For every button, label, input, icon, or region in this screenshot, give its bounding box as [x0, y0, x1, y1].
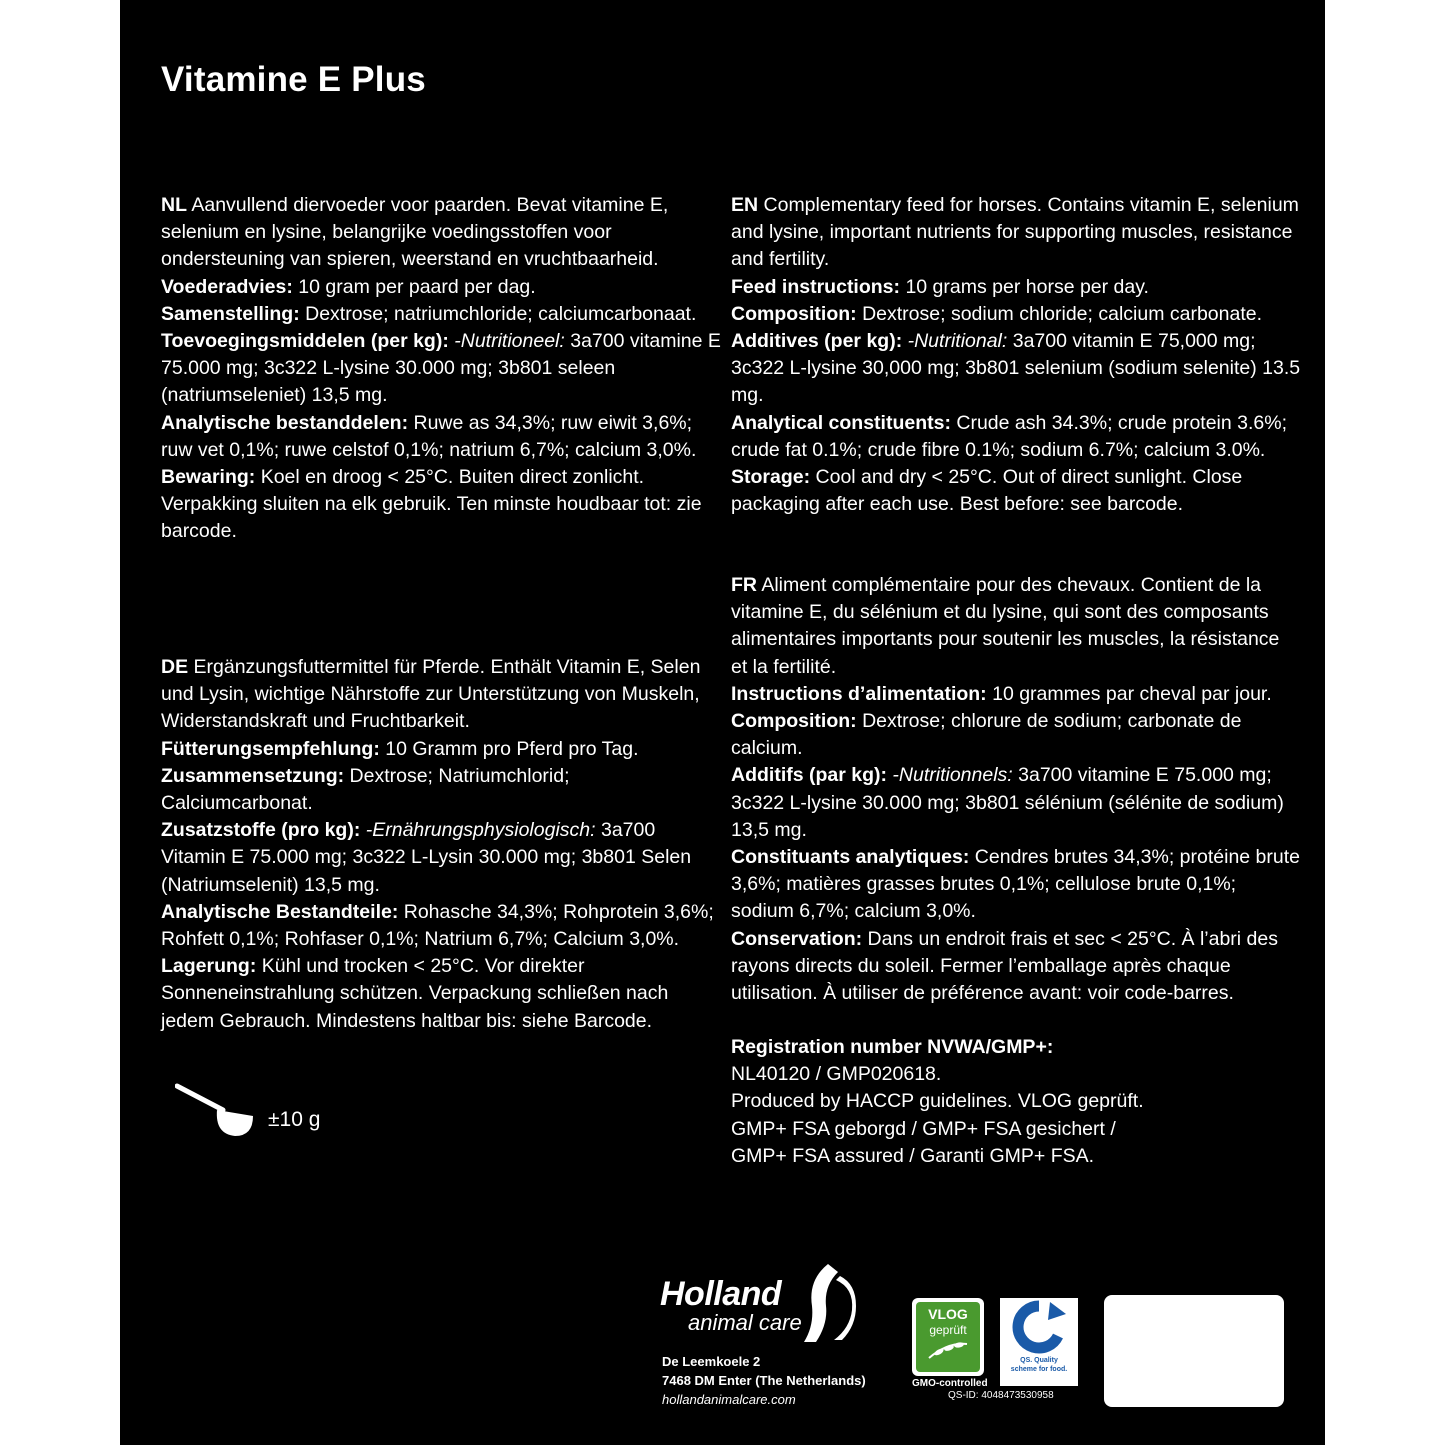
registration-line1: Produced by HACCP guidelines. VLOG geprüft.: [731, 1090, 1144, 1113]
scoop-icon: [175, 1080, 255, 1140]
fr-intro: Aliment complémentaire pour des chevaux. Contient de la vitamine E, du sélénium et du lysine, qui sont des composants alimentaires importants pour soutenir les muscles, la résistance et la fertilité.: [731, 574, 1280, 678]
fr-add: 3a700 vitamine E 75.000 mg; 3c322 L-lysine 30.000 mg; 3b801 sélénium (sélénite de sodium) 13,5 mg.: [731, 764, 1284, 841]
fr-comp-label: Composition:: [731, 710, 857, 733]
fr-code: FR: [731, 574, 757, 596]
vlog-subtitle: geprüft: [929, 1323, 967, 1337]
de-code: DE: [161, 656, 189, 678]
nl-intro: Aanvullend diervoeder voor paarden. Bevat vitamine E, selenium en lysine, belangrijke voedingsstoffen voor ondersteuning van spieren, weerstand en vruchtbaarheid.: [161, 194, 669, 271]
en-add: 3a700 vitamin E 75,000 mg; 3c322 L-lysine 30,000 mg; 3b801 selenium (sodium selenite) 13.5 mg.: [731, 330, 1301, 407]
fr-feed-label: Instructions d’alimentation:: [731, 682, 987, 705]
brand-name: Holland: [660, 1275, 782, 1313]
en-feed-label: Feed instructions:: [731, 275, 901, 298]
qs-text-line2: scheme for food.: [1010, 1366, 1068, 1373]
section-de: [161, 654, 721, 1035]
en-anal-label: Analytical constituents:: [731, 411, 951, 434]
address-line2: 7468 DM Enter (The Netherlands): [662, 1373, 866, 1388]
brand-sub: animal care: [688, 1310, 802, 1335]
de-feed: 10 Gramm pro Pferd pro Tag.: [385, 737, 639, 760]
product-title: Vitamine E Plus: [161, 60, 426, 99]
fr-store: Dans un endroit frais et sec < 25°C. À l’abri des rayons directs du soleil. Fermer l’emballage après chaque utilisation. À utiliser de préférence avant: voir code-barres.: [731, 927, 1278, 1005]
fr-anal-label: Constituants analytiques:: [731, 846, 970, 869]
nl-feed: 10 gram per paard per dag.: [298, 275, 536, 298]
nl-comp-label: Samenstelling:: [161, 302, 300, 325]
leaf-icon: [925, 1338, 971, 1362]
nl-comp: Dextrose; natriumchloride; calciumcarbonaat.: [305, 302, 697, 325]
de-store-label: Lagerung:: [161, 955, 257, 978]
registration-line3: GMP+ FSA assured / Garanti GMP+ FSA.: [731, 1144, 1095, 1167]
vlog-badge-inner: [916, 1302, 980, 1372]
company-address: [662, 1352, 866, 1409]
label-panel: [120, 0, 1325, 1445]
fr-comp: Dextrose; chlorure de sodium; carbonate de calcium.: [731, 710, 1242, 760]
en-add-type: -Nutritional:: [907, 330, 1008, 353]
en-code: EN: [731, 194, 759, 216]
registration-number: NL40120 / GMP020618.: [731, 1063, 942, 1086]
en-anal: Crude ash 34.3%; crude protein 3.6%; crude fat 0.1%; crude fibre 0.1%; sodium 6.7%; calcium 3.0%.: [731, 411, 1288, 461]
section-fr: [731, 572, 1301, 1007]
qs-arrow-icon: [1000, 1298, 1078, 1356]
vlog-badge: [912, 1298, 984, 1376]
de-anal: Rohasche 34,3%; Rohprotein 3,6%; Rohfett 0,1%; Rohfaser 0,1%; Natrium 6,7%; Calcium 3,0%.: [161, 900, 714, 951]
de-add-label: Zusatzstoffe (pro kg):: [161, 819, 361, 842]
de-add-type: -Ernährungsphysiologisch:: [365, 819, 596, 842]
address-line1: De Leemkoele 2: [662, 1354, 761, 1369]
en-intro: Complementary feed for horses. Contains vitamin E, selenium and lysine, important nutrients for supporting muscles, resistance and fertility.: [731, 194, 1299, 271]
registration-label: Registration number NVWA/GMP+:: [731, 1036, 1054, 1058]
nl-add: 3a700 vitamine E 75.000 mg; 3c322 L-lysine 30.000 mg; 3b801 seleen (natriumseleniet) 13,5 mg.: [161, 330, 721, 407]
de-anal-label: Analytische Bestandteile:: [161, 900, 399, 923]
qs-text-line1: QS. Quality: [1020, 1357, 1058, 1364]
nl-feed-label: Voederadvies:: [161, 275, 293, 298]
fr-add-type: -Nutritionnels:: [892, 764, 1013, 787]
de-add: 3a700 Vitamin E 75.000 mg; 3c322 L-Lysin 30.000 mg; 3b801 Selen (Natriumselenit) 13,5 mg.: [161, 819, 692, 896]
registration-block: [731, 1034, 1301, 1170]
de-store: Kühl und trocken < 25°C. Vor direkter Sonneneinstrahlung schützen. Verpackung schließen nach jedem Gebrauch. Mindestens haltbar bis: siehe Barcode.: [161, 955, 669, 1032]
en-comp: Dextrose; sodium chloride; calcium carbonate.: [862, 302, 1263, 325]
fr-feed: 10 grammes par cheval par jour.: [992, 682, 1272, 705]
animal-logo-icon: [798, 1262, 856, 1344]
section-en: [731, 192, 1301, 518]
qs-id: QS-ID: 4048473530958: [948, 1390, 1054, 1401]
fr-store-label: Conservation:: [731, 927, 863, 950]
nl-add-type: -Nutritioneel:: [454, 330, 565, 353]
barcode-area: [1104, 1295, 1284, 1407]
gmo-label: GMO-controlled: [912, 1378, 988, 1389]
vlog-title: VLOG: [928, 1306, 968, 1322]
registration-line2: GMP+ FSA geborgd / GMP+ FSA gesichert /: [731, 1117, 1116, 1140]
qs-text: [1000, 1356, 1078, 1374]
en-store: Cool and dry < 25°C. Out of direct sunlight. Close packaging after each use. Best before: see barcode.: [731, 466, 1243, 516]
nl-anal-label: Analytische bestanddelen:: [161, 411, 409, 434]
en-feed: 10 grams per horse per day.: [905, 275, 1149, 298]
nl-anal: Ruwe as 34,3%; ruw eiwit 3,6%; ruw vet 0,1%; ruwe celstof 0,1%; natrium 6,7%; calcium 3,0%.: [161, 411, 697, 461]
nl-store-label: Bewaring:: [161, 466, 256, 489]
en-store-label: Storage:: [731, 466, 811, 489]
qs-badge: [1000, 1298, 1078, 1386]
nl-code: NL: [161, 194, 187, 216]
fr-add-label: Additifs (par kg):: [731, 764, 887, 787]
website-link[interactable]: hollandanimalcare.com: [662, 1392, 796, 1407]
de-comp: Dextrose; Natriumchlorid; Calciumcarbonat.: [161, 764, 570, 815]
section-nl: [161, 192, 721, 546]
en-comp-label: Composition:: [731, 302, 857, 325]
en-add-label: Additives (per kg):: [731, 330, 903, 353]
de-comp-label: Zusammensetzung:: [161, 764, 345, 787]
nl-store: Koel en droog < 25°C. Buiten direct zonlicht. Verpakking sluiten na elk gebruik. Ten minste houdbaar tot: zie barcode.: [161, 466, 702, 543]
fr-anal: Cendres brutes 34,3%; protéine brute 3,6%; matières grasses brutes 0,1%; cellulose brute 0,1%; sodium 6,7%; calcium 3,0%.: [731, 846, 1300, 923]
de-intro: Ergänzungsfuttermittel für Pferde. Enthält Vitamin E, Selen und Lysin, wichtige Nährstoffe zur Unterstützung von Muskeln, Widerstandskraft und Fruchtbarkeit.: [161, 656, 701, 733]
de-feed-label: Fütterungsempfehlung:: [161, 737, 380, 760]
dose-label: ±10 g: [268, 1108, 321, 1131]
nl-add-label: Toevoegingsmiddelen (per kg):: [161, 330, 449, 353]
brand-logo: [660, 1276, 802, 1334]
